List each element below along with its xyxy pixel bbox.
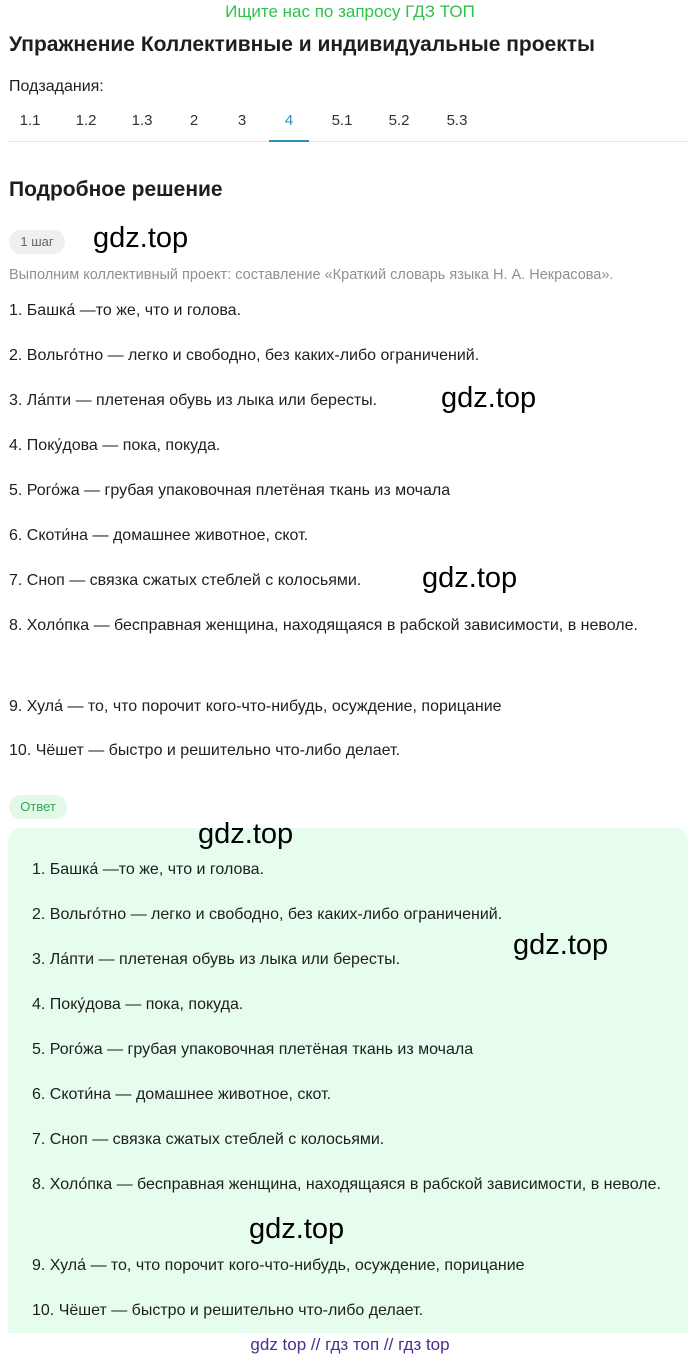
tab-5-3[interactable]: 5.3 — [446, 112, 468, 129]
subtask-tabs — [8, 104, 688, 142]
tab-1-3[interactable]: 1.3 — [131, 112, 153, 129]
answer-badge: Ответ — [9, 795, 67, 819]
answer-item: 3. Ла́пти — плетеная обувь из лыка или бересты. — [32, 951, 401, 968]
watermark: gdz.top — [93, 222, 189, 254]
tab-3[interactable]: 3 — [237, 112, 247, 129]
answer-item: 8. Холо́пка — бесправная женщина, находящаяся в рабской зависимости, в неволе. — [32, 1176, 661, 1193]
tab-4[interactable]: 4 — [269, 104, 309, 142]
tab-2[interactable]: 2 — [189, 112, 199, 129]
solution-item: 2. Вольго́тно — легко и свободно, без каких-либо ограничений. — [9, 347, 480, 364]
tab-1-2[interactable]: 1.2 — [75, 112, 97, 129]
watermark: gdz.top — [198, 818, 294, 850]
answer-item: 4. Поку́дова — пока, покуда. — [32, 996, 244, 1013]
answer-item: 6. Скоти́на — домашнее животное, скот. — [32, 1086, 332, 1103]
subtasks-label: Подзадания: — [9, 78, 104, 95]
tab-5-2[interactable]: 5.2 — [388, 112, 410, 129]
solution-item: 8. Холо́пка — бесправная женщина, находящаяся в рабской зависимости, в неволе. — [9, 617, 638, 634]
answer-item: 5. Рого́жа — грубая упаковочная плетёная ткань из мочала — [32, 1041, 474, 1058]
tab-1-1[interactable]: 1.1 — [19, 112, 41, 129]
watermark: gdz.top — [249, 1213, 345, 1245]
answer-item: 2. Вольго́тно — легко и свободно, без каких-либо ограничений. — [32, 906, 503, 923]
solution-intro: Выполним коллективный проект: составление «Краткий словарь языка Н. А. Некрасова». — [9, 267, 614, 283]
top-banner: Ищите нас по запросу ГДЗ ТОП — [225, 2, 475, 21]
solution-item: 7. Сноп — связка сжатых стеблей с колосьями. — [9, 572, 362, 589]
page-title: Упражнение Коллективные и индивидуальные проекты — [9, 33, 595, 56]
solution-item: 4. Поку́дова — пока, покуда. — [9, 437, 221, 454]
answer-item: 10. Чёшет — быстро и решительно что-либо делает. — [32, 1302, 424, 1319]
solution-title: Подробное решение — [9, 178, 223, 201]
answer-item: 9. Хула́ — то, что порочит кого-что-нибудь, осуждение, порицание — [32, 1257, 525, 1274]
solution-item: 1. Башка́ —то же, что и голова. — [9, 302, 242, 319]
step-badge: 1 шаг — [9, 230, 65, 254]
solution-item: 6. Скоти́на — домашнее животное, скот. — [9, 527, 309, 544]
watermark: gdz.top — [513, 929, 609, 961]
watermark: gdz.top — [441, 382, 537, 414]
answer-item: 7. Сноп — связка сжатых стеблей с колосьями. — [32, 1131, 385, 1148]
solution-item: 10. Чёшет — быстро и решительно что-либо делает. — [9, 742, 401, 759]
solution-item: 3. Ла́пти — плетеная обувь из лыка или бересты. — [9, 392, 378, 409]
solution-item: 5. Рого́жа — грубая упаковочная плетёная ткань из мочала — [9, 482, 451, 499]
solution-item: 9. Хула́ — то, что порочит кого-что-нибудь, осуждение, порицание — [9, 698, 502, 715]
tab-5-1[interactable]: 5.1 — [331, 112, 353, 129]
footer-links: gdz top // гдз топ // гдз top — [250, 1335, 450, 1354]
answer-item: 1. Башка́ —то же, что и голова. — [32, 861, 265, 878]
watermark: gdz.top — [422, 562, 518, 594]
